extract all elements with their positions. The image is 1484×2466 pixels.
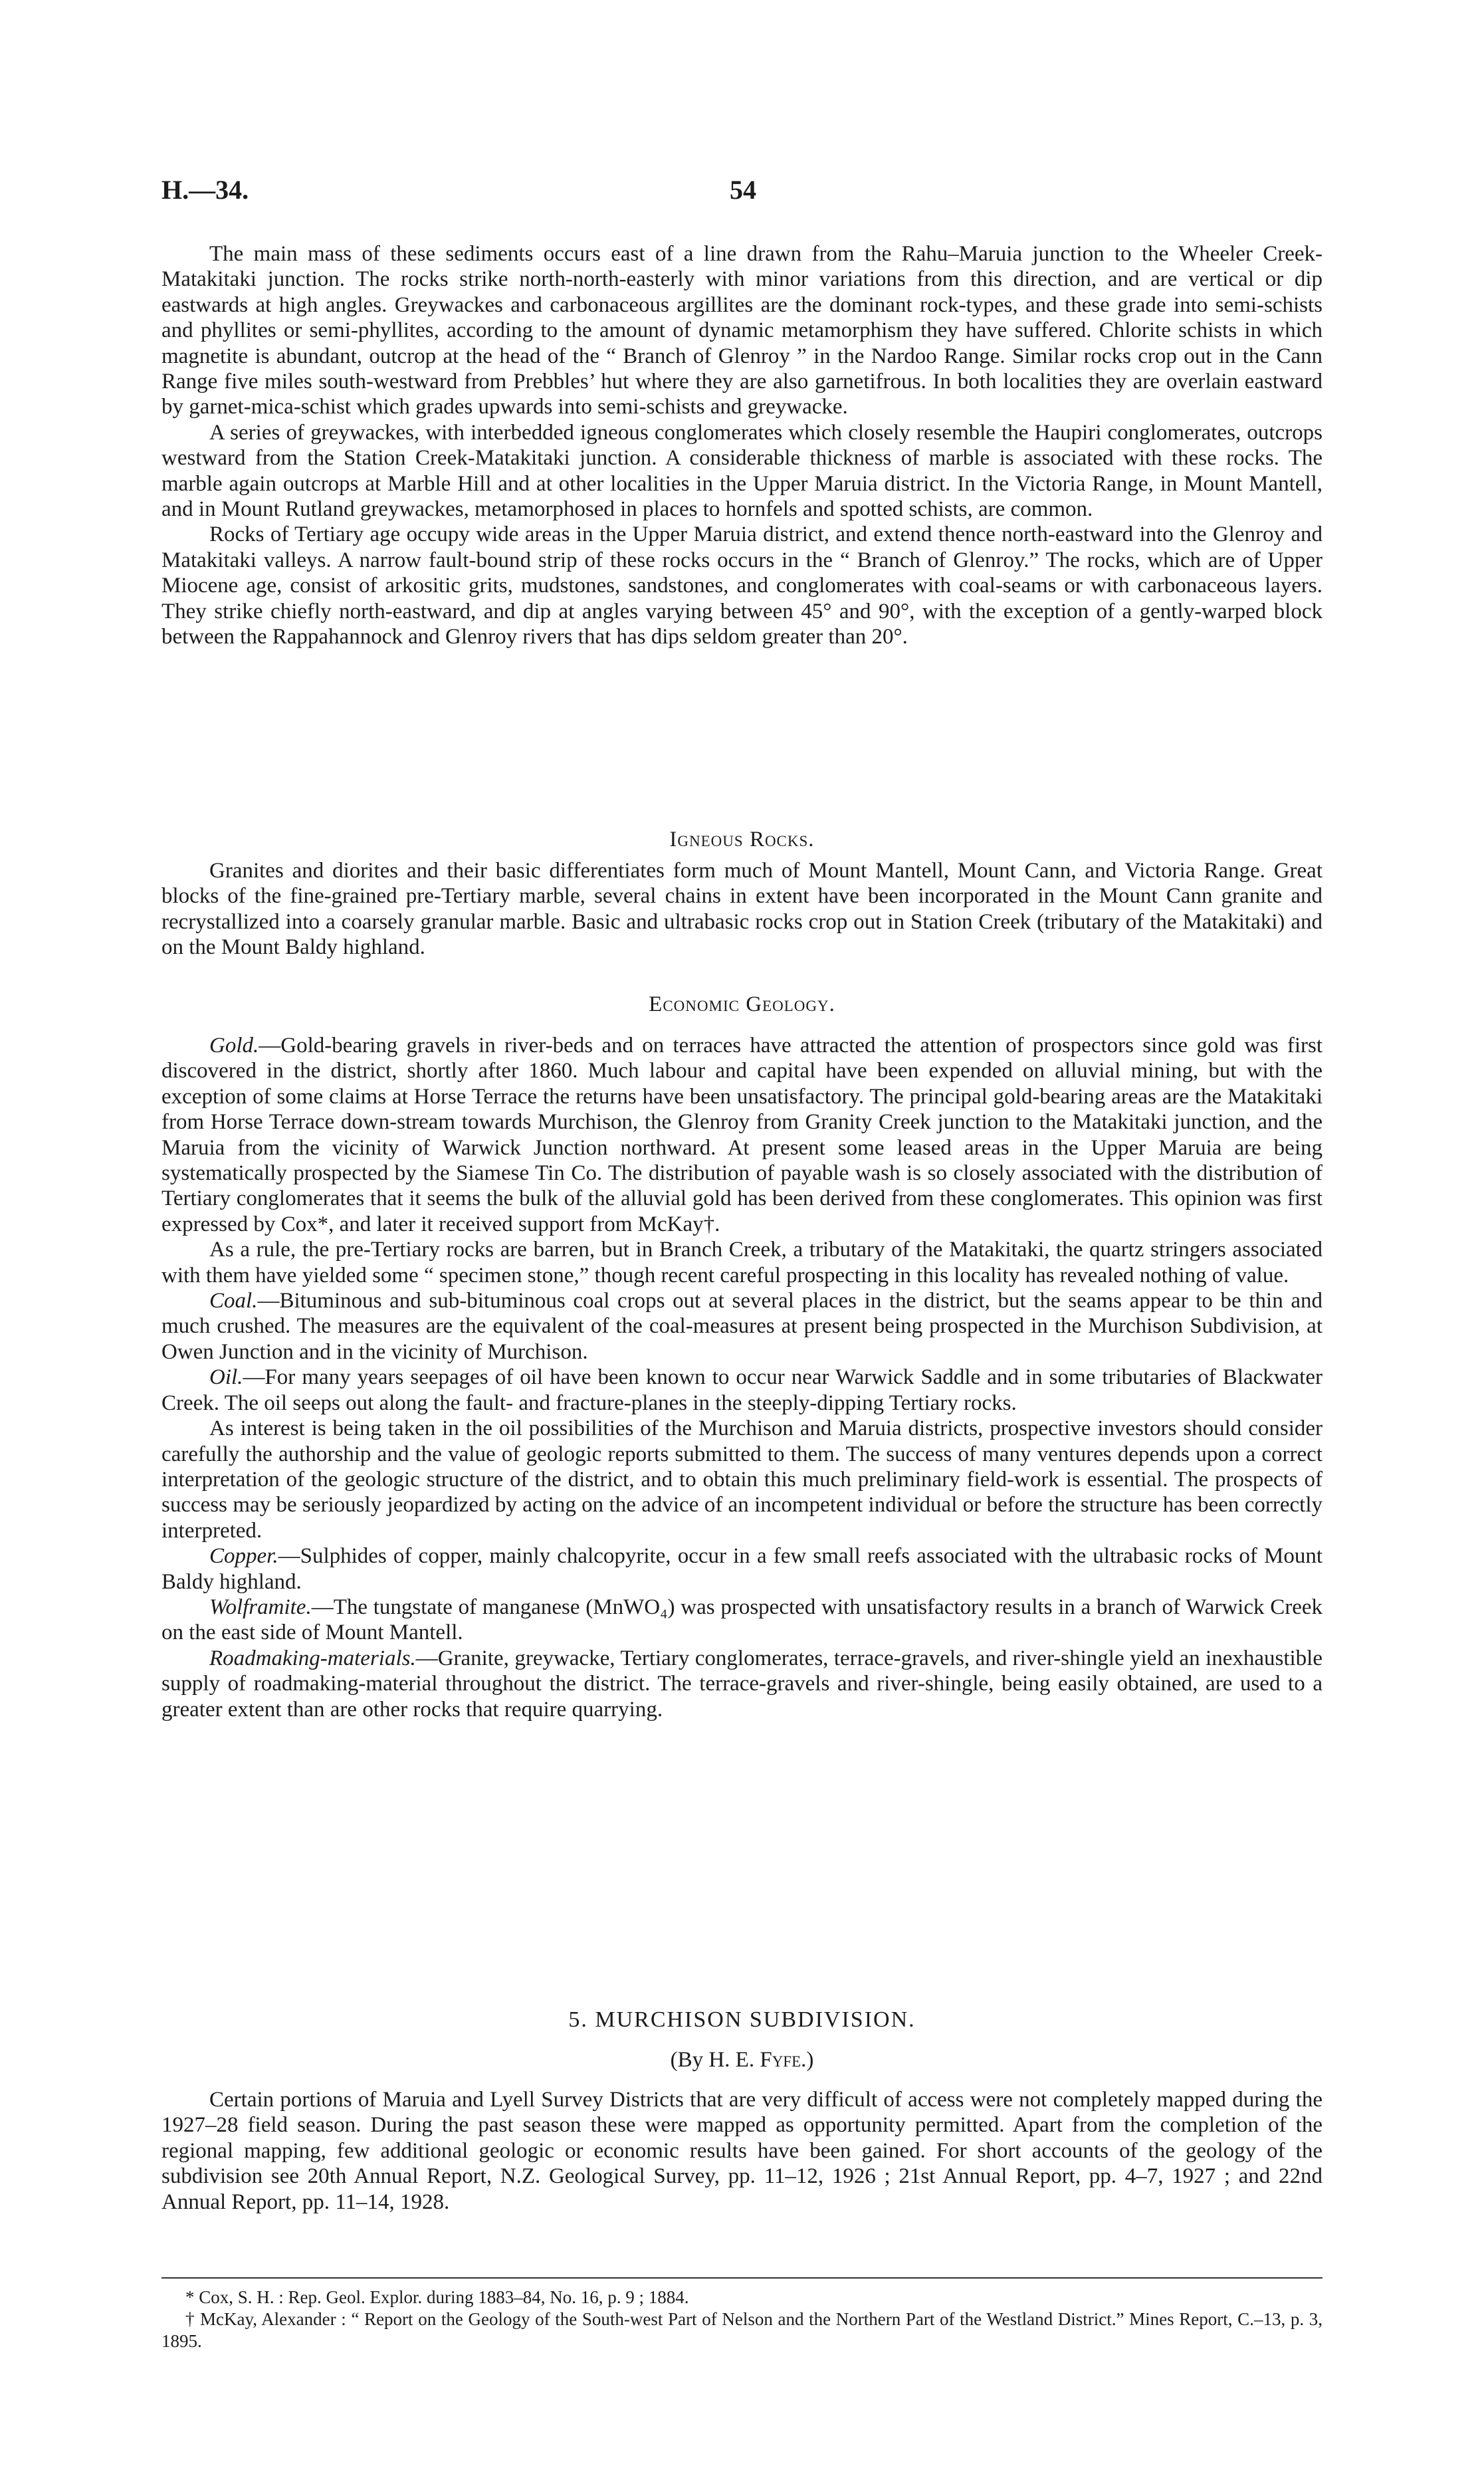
paragraph-roadmaking [161,1646,1323,1722]
paragraph-gold-continued: As a rule, the pre-Tertiary rocks are barren, but in Branch Creek, a tributary of the Matakitaki, the quartz stringers associated with them have yielded some “ specimen stone,” though recent careful prospecting in this locality has revealed nothing of value. [161,1238,1323,1288]
section-murchison-subdivision [161,2007,1323,2033]
footnote-mckay: † McKay, Alexander : “ Report on the Geology of the South-west Part of Nelson and the Northern Part of the Westland District.” Mines Report, C.–13, p. 3, 1895. [161,2309,1323,2351]
section-igneous-rocks [161,827,1323,852]
footnote-cox: * Cox, S. H. : Rep. Geol. Explor. during 1883–84, No. 16, p. 9 ; 1884. [185,2287,689,2307]
author-prefix: (By H. E. [670,2048,755,2072]
page-number: 54 [730,175,756,205]
text-oil: —For many years seepages of oil have been known to occur near Warwick Saddle and in some tributaries of Blackwater Creek. The oil seeps out along the fault- and fracture-planes in the steeply-dipping Tertiary rocks. [161,1365,1323,1415]
label-gold: Gold. [209,1034,259,1058]
murchison-author-line [161,2047,1323,2073]
section-economic-geology [161,992,1323,1017]
heading-murchison-subdivision: 5. MURCHISON SUBDIVISION. [568,2007,916,2032]
paragraph-oil-investors: As interest is being taken in the oil possibilities of the Murchison and Maruia districts, prospective investors should consider carefully the authorship and the value of geologic reports submitted to them. The success of many ventures depends upon a correct interpretation of the geologic structure of the district, and to obtain this much preliminary field-work is essential. The prospects of success may be seriously jeopardized by acting on the advice of an incompetent individual or before the structure has been correctly interpreted. [161,1416,1323,1543]
footnotes [161,2287,1323,2352]
heading-economic-geology: Economic Geology. [649,992,835,1016]
paragraph-copper [161,1543,1323,1595]
label-coal: Coal. [209,1289,258,1313]
text-coal: —Bituminous and sub-bituminous coal crops out at several places in the district, but the seams appear to be thin and much crushed. The measures are the equivalent of the coal-measures at present being prospected in the Murchison Subdivision, at Owen Junction and in the vicinity of Murchison. [161,1289,1323,1364]
text-copper: —Sulphides of copper, mainly chalcopyrite, occur in a few small reefs associated with the ultrabasic rocks of Mount Baldy highland. [161,1544,1323,1594]
body-text-murchison [161,2087,1323,2215]
author-suffix: ) [806,2048,814,2072]
body-text-economic [161,1033,1323,1722]
text-gold: —Gold-bearing gravels in river-beds and on terraces have attracted the attention of prospectors since gold was first discovered in the district, shortly after 1860. Much labour and capital have been expended on alluvial mining, but with the exception of some claims at Horse Terrace the returns have been unsatisfactory. The principal gold-bearing areas are the Matakitaki from Horse Terrace down-stream towards Murchison, the Glenroy from Granity Creek junction to the Matakitaki junction, and the Maruia from the vicinity of Warwick Junction northward. At present some leased areas in the Upper Maruia are being systematically prospected by the Siamese Tin Co. The distribution of payable wash is so closely associated with the distribution of Tertiary conglomerates that it seems the bulk of the alluvial gold has been derived from these conglomerates. This opinion was first expressed by Cox*, and later it received support from McKay†. [161,1034,1323,1236]
label-copper: Copper. [209,1544,278,1569]
footnote-divider [161,2277,1323,2279]
label-oil: Oil. [209,1365,243,1390]
body-text-upper [161,241,1323,650]
heading-igneous-rocks: Igneous Rocks. [669,828,815,851]
paragraph-coal [161,1288,1323,1365]
paragraph-tertiary: Rocks of Tertiary age occupy wide areas in the Upper Maruia district, and extend thence north-eastward into the Glenroy and Matakitaki valleys. A narrow fault-bound strip of these rocks occurs in the “ Branch of Glenroy.” The rocks, which are of Upper Miocene age, consist of arkositic grits, mudstones, sandstones, and conglomerates with coal-seams or with carbonaceous layers. They strike chiefly north-eastward, and dip at angles varying between 45° and 90°, with the exception of a gently-warped block between the Rappahannock and Glenroy rivers that has dips seldom greater than 20°. [161,522,1323,649]
paragraph-murchison: Certain portions of Maruia and Lyell Survey Districts that are very difficult of access were not completely mapped during the 1927–28 field season. During the past season these were mapped as opportunity permitted. Apart from the completion of the regional mapping, few additional geologic or economic results have been gained. For short accounts of the geology of the subdivision see 20th Annual Report, N.Z. Geological Survey, pp. 11–12, 1926 ; 21st Annual Report, pp. 4–7, 1927 ; and 22nd Annual Report, pp. 11–14, 1928. [161,2088,1323,2214]
paragraph-igneous: Granites and diorites and their basic differentiates form much of Mount Mantell, Mount Cann, and Victoria Range. Great blocks of the fine-grained pre-Tertiary marble, several chains in extent have been incorporated in the Mount Cann granite and recrystallized into a coarsely granular marble. Basic and ultrabasic rocks crop out in Station Creek (tributary of the Matakitaki) and on the Mount Baldy highland. [161,859,1323,960]
author-byline [161,2047,1323,2073]
paragraph-oil [161,1365,1323,1416]
text-roadmaking: —Granite, greywacke, Tertiary conglomerates, terrace-gravels, and river-shingle yield an inexhaustible supply of roadmaking-material throughout the district. The terrace-gravels and river-shingle, being easily obtained, are used to a greater extent than are other rocks that require quarrying. [161,1646,1323,1722]
paragraph-wolframite [161,1595,1323,1646]
body-text-igneous [161,858,1323,960]
author-name: Fyfe. [760,2048,807,2072]
paragraph-sediments: The main mass of these sediments occurs east of a line drawn from the Rahu–Maruia junction to the Wheeler Creek-Matakitaki junction. The rocks strike north-north-easterly with minor variations from this direction, and are vertical or dip eastwards at high angles. Greywackes and carbonaceous argillites are the dominant rock-types, and these grade into semi-schists and phyllites or semi-phyllites, according to the amount of dynamic metamorphism they have suffered. Chlorite schists in which magnetite is abundant, outcrop at the head of the “ Branch of Glenroy ” in the Nardoo Range. Similar rocks crop out in the Cann Range five miles south-westward from Prebbles’ hut where they are also garnetifrous. In both localities they are overlain eastward by garnet-mica-schist which grades upwards into semi-schists and greywacke. [161,242,1323,419]
paragraph-greywackes: A series of greywackes, with interbedded igneous conglomerates which closely resemble the Haupiri conglomerates, outcrops westward from the Station Creek-Matakitaki junction. A considerable thickness of marble is associated with these rocks. The marble again outcrops at Marble Hill and at other localities in the Upper Maruia district. In the Victoria Range, in Mount Mantell, and in Mount Rutland greywackes, metamorphosed in places to hornfels and spotted schists, are common. [161,420,1323,522]
label-roadmaking: Roadmaking-materials. [209,1646,416,1670]
paragraph-gold [161,1033,1323,1237]
document-reference: H.—34. [161,175,249,205]
label-wolframite: Wolframite. [209,1595,312,1619]
text-wolframite: —The tungstate of manganese (MnWO₄) was prospected with unsatisfactory results in a branch of Warwick Creek on the east side of Mount Mantell. [161,1595,1323,1645]
